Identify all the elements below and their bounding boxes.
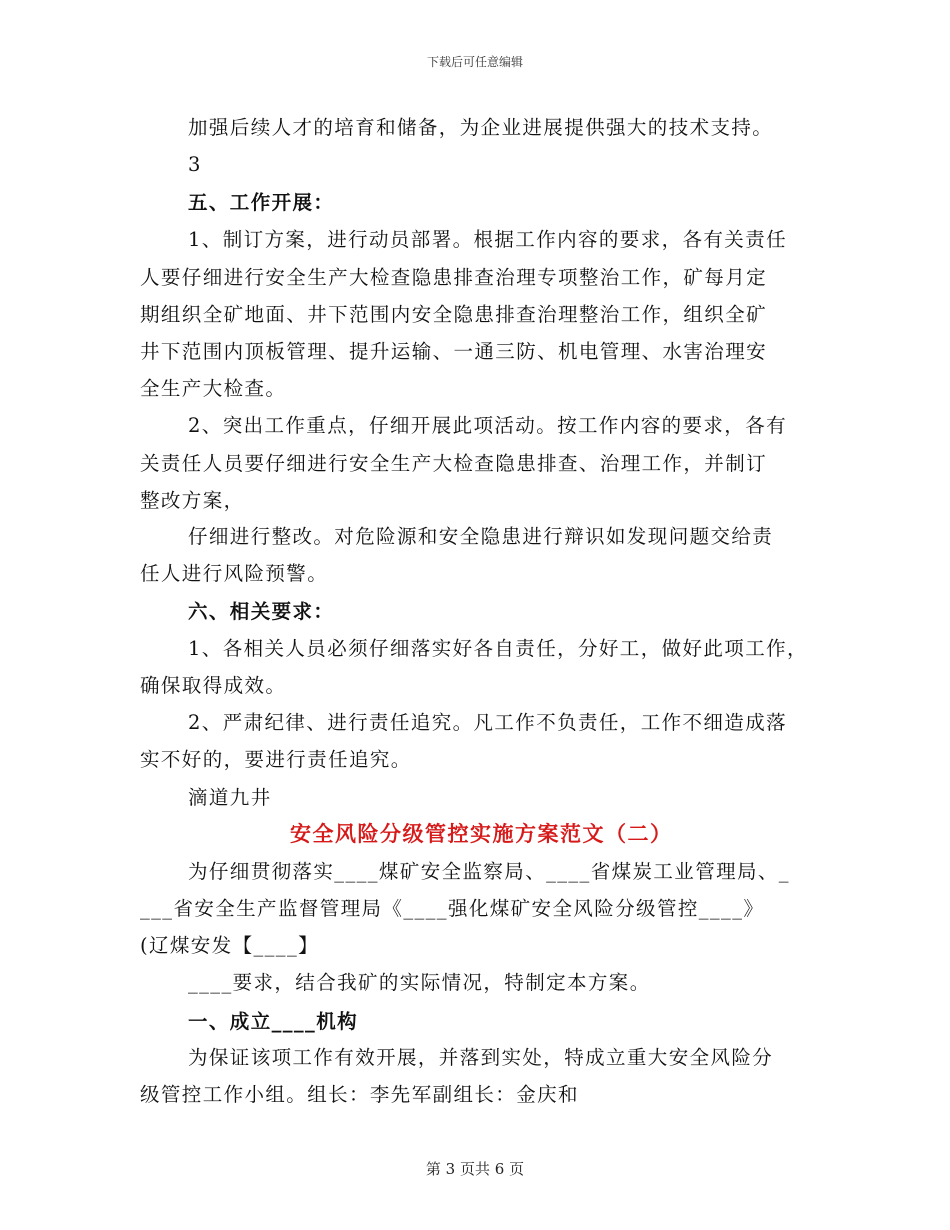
paragraph-line: 1、各相关人员必须仔细落实好各自责任，分好工，做好此项工作， xyxy=(188,637,808,660)
paragraph-line: 整改方案， xyxy=(140,489,245,512)
paragraph-line: 加强后续人才的培育和储备，为企业进展提供强大的技术支持。 xyxy=(188,116,774,139)
paragraph-line: ____要求，结合我矿的实际情况，特制定本方案。 xyxy=(188,971,651,994)
paragraph-line: 2、突出工作重点，仔细开展此项活动。按工作内容的要求，各有 xyxy=(188,414,788,437)
paragraph-line: 2、严肃纪律、进行责任追究。凡工作不负责任，工作不细造成落 xyxy=(188,711,788,734)
paragraph-line: 仔细进行整改。对危险源和安全隐患进行辩识如发现问题交给责 xyxy=(188,525,774,548)
paragraph-line: 关责任人员要仔细进行安全生产大检查隐患排查、治理工作，并制订 xyxy=(140,452,768,475)
paragraph-line: 1、制订方案，进行动员部署。根据工作内容的要求，各有关责任 xyxy=(188,228,788,251)
page-header: 下载后可任意编辑 xyxy=(426,55,523,69)
paragraph-line: 为保证该项工作有效开展，并落到实处，特成立重大安全风险分 xyxy=(188,1046,774,1069)
paragraph-line: 确保取得成效。 xyxy=(140,674,287,697)
signature-line: 滴道九井 xyxy=(188,786,272,809)
paragraph-line: 级管控工作小组。组长：李先军副组长：金庆和 xyxy=(140,1083,579,1106)
page-footer: 第 3 页共 6 页 xyxy=(425,1160,525,1178)
document-title: 安全风险分级管控实施方案范文（二） xyxy=(290,821,673,846)
paragraph-line: 人要仔细进行安全生产大检查隐患排查治理专项整治工作，矿每月定 xyxy=(140,266,768,289)
section-heading-1: 一、成立____机构 xyxy=(188,1010,359,1033)
paragraph-line: (辽煤安发【____】 xyxy=(140,934,320,957)
paragraph-line: 井下范围内顶板管理、提升运输、一通三防、机电管理、水害治理安 xyxy=(140,340,768,363)
paragraph-line: ___省安全生产监督管理局《____强化煤矿安全风险分级管控____》 xyxy=(140,897,765,920)
paragraph-line: 全生产大检查。 xyxy=(140,377,287,400)
section-heading-6: 六、相关要求： xyxy=(188,600,335,623)
paragraph-line: 期组织全矿地面、井下范围内安全隐患排查治理整治工作，组织全矿 xyxy=(140,303,768,326)
section-heading-5: 五、工作开展： xyxy=(188,191,335,214)
paragraph-line: 实不好的，要进行责任追究。 xyxy=(140,748,412,771)
paragraph-line: 任人进行风险预警。 xyxy=(140,562,329,585)
paragraph-line: 为仔细贯彻落实____煤矿安全监察局、____省煤炭工业管理局、_ xyxy=(188,860,790,883)
page-number-inline: 3 xyxy=(188,153,202,176)
